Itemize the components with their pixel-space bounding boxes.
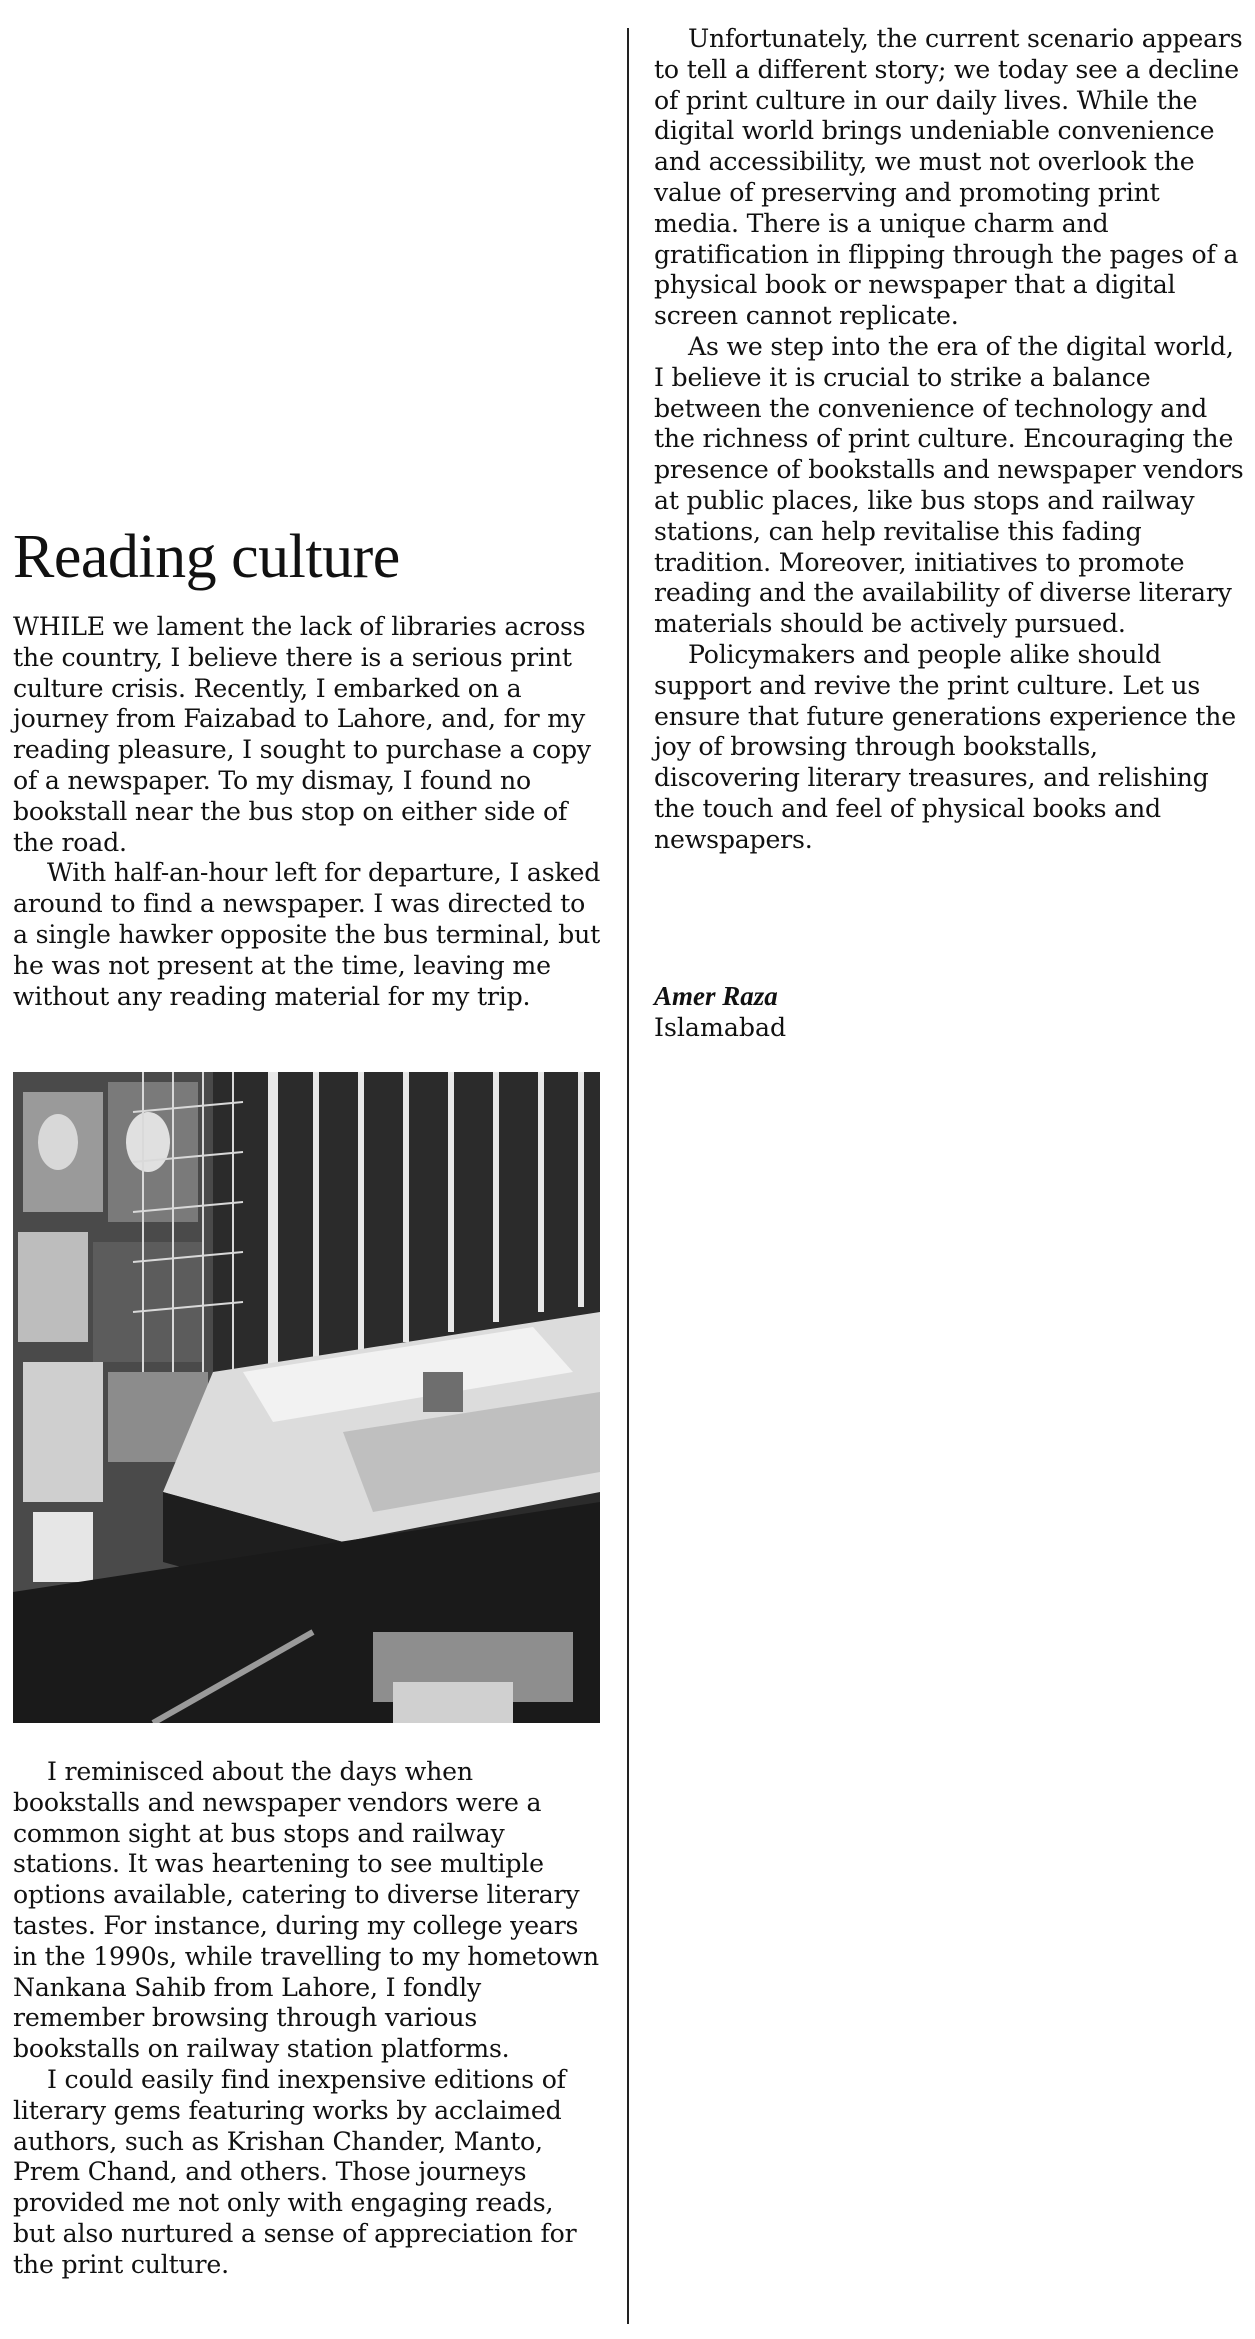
paragraph-3: I reminisced about the days when bookstalls and newspaper vendors were a common sight at bus stops and railway stations. It was heartening to see multiple options available, catering to diverse literary tastes. For instance, during my college years in the 1990s, while travelling to my hometown Nankana Sahib from Lahore, I fondly remember browsing through various bookstalls on railway station platforms. <box>13 1757 599 2064</box>
headline: Reading culture <box>13 523 400 591</box>
author-name: Amer Raza <box>654 981 778 1011</box>
paragraph-6: As we step into the era of the digital world, I believe it is crucial to strike a balance between the convenience of technology and the richness of print culture. Encouraging the presence of bookstalls and newspaper vendors at public places, like bus stops and railway stations, can help revitalise this fading tradition. Moreover, initiatives to promote reading and the availability of diverse literary materials should be actively pursued. <box>654 331 1244 639</box>
paragraph-7: Policymakers and people alike should support and revive the print culture. Let us ensure that future generations experience the joy of browsing through bookstalls, discovering literary treasures, and relishing the touch and feel of physical books and newspapers. <box>654 639 1236 854</box>
right-column-text <box>654 24 1244 856</box>
paragraph-5: Unfortunately, the current scenario appears to tell a different story; we today see a decline of print culture in our daily lives. While the digital world brings undeniable convenience and accessibility, we must not overlook the value of preserving and promoting print media. There is a unique charm and gratification in flipping through the pages of a physical book or newspaper that a digital screen cannot replicate. <box>654 24 1243 331</box>
paragraph-1: WHILE we lament the lack of libraries across the country, I believe there is a serious print culture crisis. Recently, I embarked on a journey from Faizabad to Lahore, and, for my reading pleasure, I sought to purchase a copy of a newspaper. To my dismay, I found no bookstall near the bus stop on either side of the road. <box>13 612 591 857</box>
left-column-top-text <box>13 612 601 1012</box>
author-location: Islamabad <box>654 1013 787 1042</box>
paragraph-4: I could easily find inexpensive editions of literary gems featuring works by acclaimed authors, such as Krishan Chander, Manto, Prem Chand, and others. Those journeys provided me not only with engaging reads, but also nurtured a sense of appreciation for the print culture. <box>13 2064 577 2279</box>
bookstall-photo-illustration <box>13 1072 600 1723</box>
paragraph-2: With half-an-hour left for departure, I asked around to find a newspaper. I was directed to a single hawker opposite the bus terminal, but he was not present at the time, leaving me without any reading material for my trip. <box>13 858 601 1011</box>
bookstall-photo <box>13 1072 600 1723</box>
column-divider <box>627 28 629 2324</box>
signature-block <box>654 980 1244 1043</box>
left-column-bottom-text <box>13 1757 601 2281</box>
